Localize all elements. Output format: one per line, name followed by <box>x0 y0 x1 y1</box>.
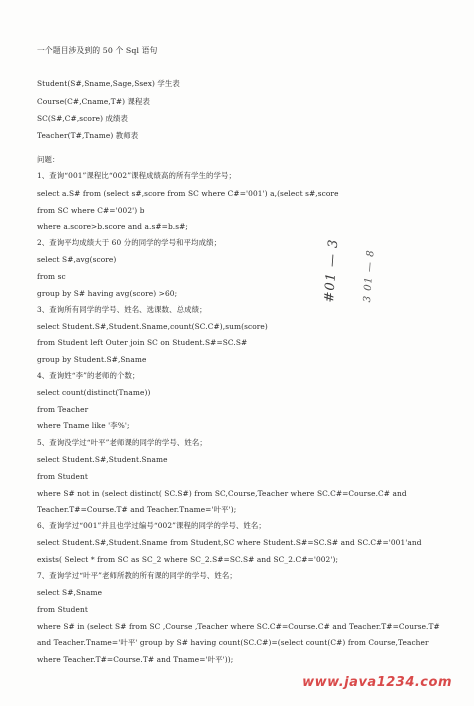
question-line: select S#,Sname <box>37 588 103 597</box>
question-line: group by Student.S#,Sname <box>37 355 147 364</box>
document-title: 一个题目涉及到的 50 个 Sql 语句 <box>37 46 158 55</box>
question-line: 7、查询学过“叶平”老师所教的所有课的同学的学号、姓名； <box>37 571 237 580</box>
question-line: where a.score>b.score and a.s#=b.s#; <box>37 222 189 231</box>
question-line: where Teacher.T#=Course.T# and Tname='叶平')); <box>37 655 234 664</box>
question-line: 4、查询姓“李”的老师的个数； <box>37 371 140 380</box>
question-line: where Tname like '李%'; <box>37 421 130 430</box>
question-line: 6、查询学过“001”并且也学过编号“002”课程的同学的学号、姓名； <box>37 521 266 530</box>
question-line: select a.S# from (select s#,score from SC where C#='001') a,(select s#,score <box>37 189 339 198</box>
question-line: group by S# having avg(score) >60; <box>37 289 178 298</box>
question-line: from sc <box>37 272 66 281</box>
section-label: 问题： <box>37 155 60 164</box>
question-line: from Teacher <box>37 405 89 414</box>
question-line: 2、查询平均成绩大于 60 分的同学的学号和平均成绩； <box>37 238 222 247</box>
question-line: where S# not in (select distinct( SC.S#) from SC,Course,Teacher where SC.C#=Course.C# and <box>37 489 407 498</box>
handwritten-note: 3 01 — 8 <box>362 249 377 303</box>
question-line: from Student <box>37 605 88 614</box>
question-line: select Student.S#,Student.Sname from Student,SC where Student.S#=SC.S# and SC.C#='001'and <box>37 538 422 547</box>
question-line: and Teacher.Tname='叶平' group by S# having count(SC.C#)=(select count(C#) from Course,Teacher <box>37 638 429 647</box>
question-line: select S#,avg(score) <box>37 255 117 264</box>
question-line: from Student left Outer join SC on Student.S#=SC.S# <box>37 338 248 347</box>
question-line: from SC where C#='002') b <box>37 206 145 215</box>
schema-line: Student(S#,Sname,Sage,Ssex) 学生表 <box>37 79 180 88</box>
question-line: exists( Select * from SC as SC_2 where SC_2.S#=SC.S# and SC_2.C#='002'); <box>37 555 339 564</box>
question-line: select Student.S#,Student.Sname <box>37 455 168 464</box>
question-line: from Student <box>37 472 88 481</box>
watermark-text: www.java1234.com <box>302 675 452 690</box>
schema-line: Course(C#,Cname,T#) 课程表 <box>37 97 151 106</box>
handwritten-note: #01 — 3 <box>322 238 342 304</box>
question-line: 1、查询“001”课程比“002”课程成绩高的所有学生的学号； <box>37 171 236 180</box>
question-line: where S# in (select S# from SC ,Course ,Teacher where SC.C#=Course.C# and Teacher.T#=Course.T# <box>37 622 440 631</box>
question-line: select count(distinct(Tname)) <box>37 388 151 397</box>
question-line: 5、查询没学过“叶平”老师课的同学的学号、姓名； <box>37 438 207 447</box>
question-line: 3、查询所有同学的学号、姓名、选课数、总成绩； <box>37 305 207 314</box>
schema-line: SC(S#,C#,score) 成绩表 <box>37 114 128 123</box>
question-line: Teacher.T#=Course.T# and Teacher.Tname='叶平'); <box>37 505 237 514</box>
schema-line: Teacher(T#,Tname) 教师表 <box>37 131 139 140</box>
question-line: select Student.S#,Student.Sname,count(SC.C#),sum(score) <box>37 322 268 331</box>
